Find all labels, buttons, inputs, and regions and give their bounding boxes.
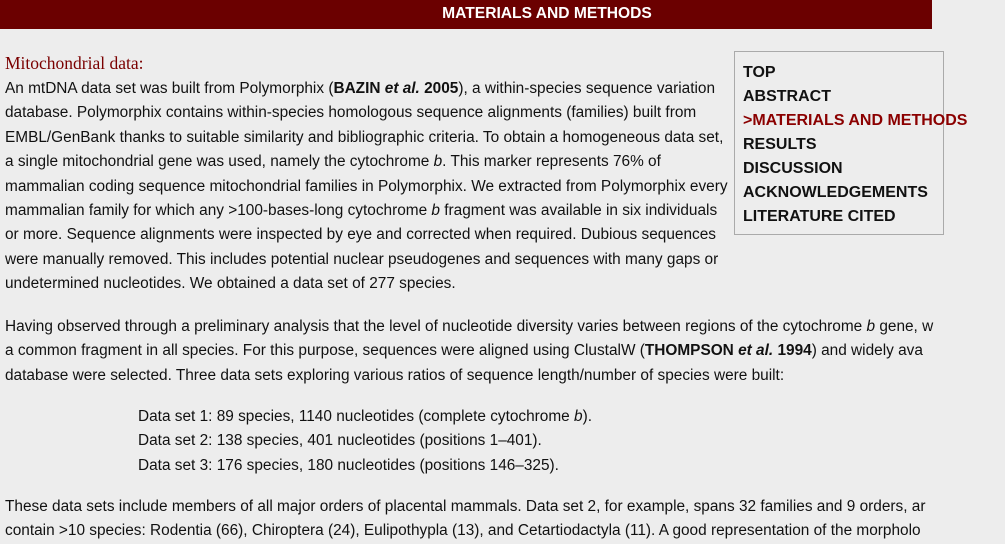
dataset-list [138, 405, 592, 478]
citation-link-thompson[interactable]: THOMPSON et al. 1994 [644, 342, 812, 360]
subsection-heading: Mitochondrial data: [5, 53, 144, 73]
toc-link-literature-cited[interactable]: LITERATURE CITED [743, 208, 896, 225]
section-header-bar [0, 0, 932, 29]
toc-link-discussion[interactable]: DISCUSSION [743, 160, 843, 177]
paragraph-line: These data sets include members of all major orders of placental mammals. Data set 2, for example, spans 32 families and 9 orders, ar [5, 498, 926, 515]
toc-link-results[interactable]: RESULTS [743, 136, 817, 153]
list-item: Data set 2: 138 species, 401 nucleotides (positions 1–401). [138, 432, 542, 450]
paragraph-line: a common fragment in all species. For this purpose, sequences were aligned using ClustalW (THOMPSON et al. 1994) and widely ava [5, 342, 923, 360]
paragraph-line: contain >10 species: Rodentia (66), Chiroptera (24), Eulipothypla (13), and Cetartiodactyla (11). A good representation of the morpholo [5, 522, 921, 540]
list-item: Data set 3: 176 species, 180 nucleotides (positions 146–325). [138, 456, 559, 474]
list-item: Data set 1: 89 species, 1140 nucleotides (complete cytochrome b). [138, 408, 592, 425]
paragraph-alignment [5, 315, 1005, 388]
toc-link-acknowledgements[interactable]: ACKNOWLEDGEMENTS [743, 184, 928, 201]
paragraph-taxonomic-coverage [5, 495, 1005, 544]
paragraph-line: database were selected. Three data sets exploring various ratios of sequence length/number of species were built: [5, 366, 785, 384]
toc-link-top[interactable]: TOP [743, 64, 776, 81]
toc-link-abstract[interactable]: ABSTRACT [743, 88, 831, 105]
paragraph-mtdna-dataset: An mtDNA data set was built from Polymorphix (BAZIN et al. 2005), a within-species sequence variation database. Polymorphix contains within-species homologous sequence alignments (families) built from EMBL/GenBank thanks to suitable similarity and bibliographic criteria. To obtain a homogeneous data set, a single mitochondrial gene was used, namely the cytochrome b. This marker represents 76% of mammalian coding sequence mitochondrial families in Polymorphix. We extracted from Polymorphix every mammalian family for which any >100-bases-long cytochrome b fragment was available in six individuals or more. Sequence alignments were inspected by eye and corrected when required. Dubious sequences were manually removed. This includes potential nuclear pseudogenes and sequences with many gaps or undetermined nucleotides. We obtained a data set of 277 species. [5, 80, 728, 293]
table-of-contents [734, 51, 968, 235]
citation-link-bazin[interactable]: BAZIN et al. 2005 [333, 80, 459, 97]
toc-link-materials-and-methods[interactable]: >MATERIALS AND METHODS [743, 112, 968, 129]
paragraph-line: Having observed through a preliminary analysis that the level of nucleotide diversity varies between regions of the cytochrome b gene, w [5, 318, 934, 335]
section-header-title: MATERIALS AND METHODS [442, 5, 652, 22]
